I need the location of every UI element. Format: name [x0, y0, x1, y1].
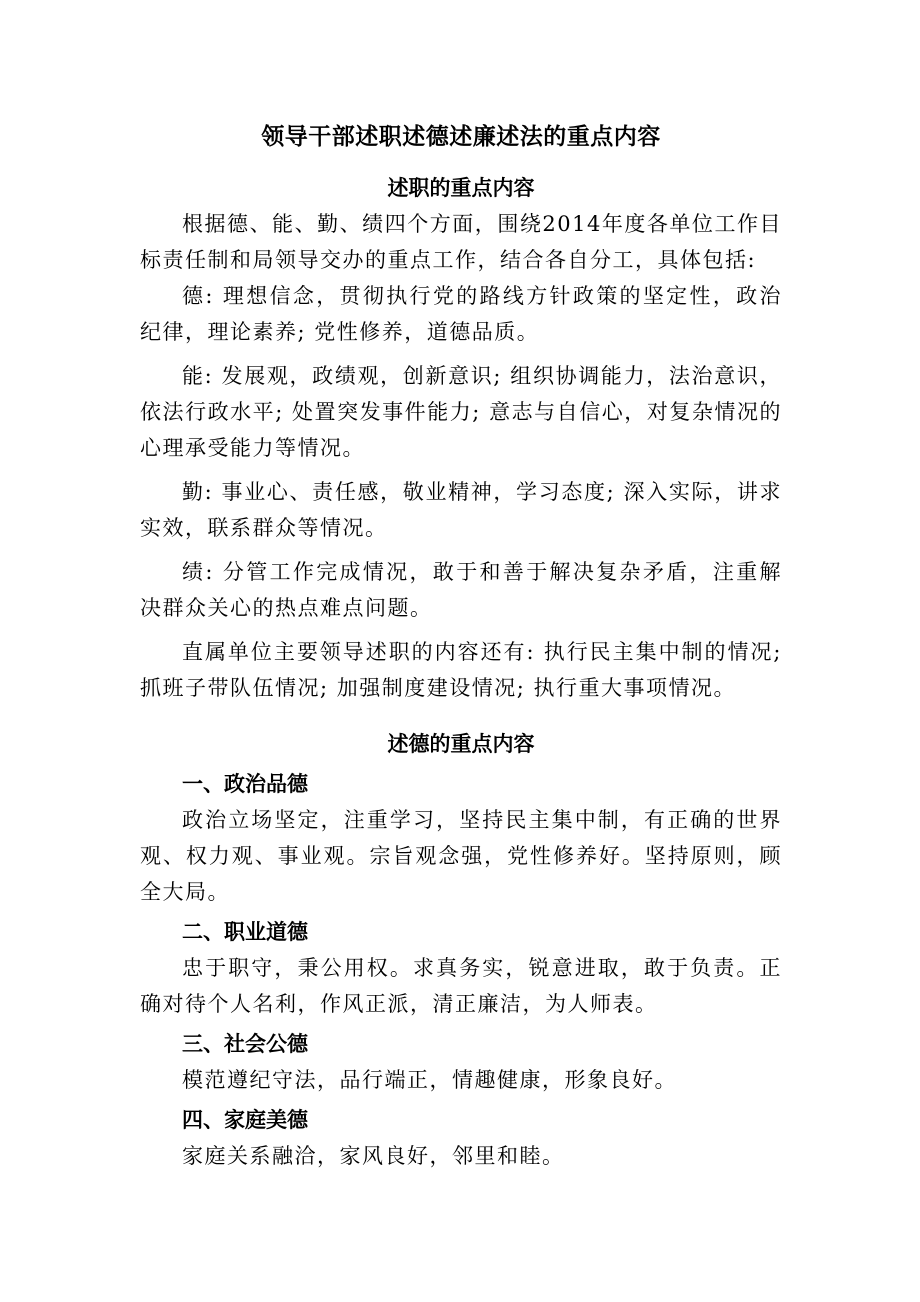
paragraph-family-virtues: 家庭关系融洽，家风良好，邻里和睦。	[182, 1144, 565, 1168]
subheading-family-virtues: 四、家庭美德	[182, 1108, 308, 1132]
section-heading-duties: 述职的重点内容	[387, 176, 535, 200]
section-morality	[140, 726, 782, 1174]
section-heading-morality: 述德的重点内容	[387, 732, 535, 756]
paragraph-professional-ethics: 忠于职守，秉公用权。求真务实，锐意进取，敢于负责。正确对待个人名利，作风正派，清正廉洁，为人师表。	[140, 956, 782, 1016]
paragraph-direct-units: 直属单位主要领导述职的内容还有: 执行民主集中制的情况; 抓班子带队伍情况; 加强制度建设情况; 执行重大事项情况。	[140, 640, 782, 700]
subheading-political-morality: 一、政治品德	[182, 772, 308, 796]
paragraph-qin: 勤: 事业心、责任感，敬业精神，学习态度; 深入实际，讲求实效，联系群众等情况。	[140, 480, 782, 540]
document-title: 领导干部述职述德述廉述法的重点内容	[261, 124, 661, 150]
subheading-social-morality: 三、社会公德	[182, 1032, 308, 1056]
document-page	[140, 112, 782, 1174]
subheading-professional-ethics: 二、职业道德	[182, 920, 308, 944]
paragraph-intro: 根据德、能、勤、绩四个方面，围绕2014年度各单位工作目标责任制和局领导交办的重点工作，结合各自分工，具体包括:	[140, 212, 782, 272]
paragraph-de: 德: 理想信念，贯彻执行党的路线方针政策的坚定性，政治纪律，理论素养; 党性修养，道德品质。	[140, 284, 782, 344]
paragraph-political-morality: 政治立场坚定，注重学习，坚持民主集中制，有正确的世界观、权力观、事业观。宗旨观念强，党性修养好。坚持原则，顾全大局。	[140, 808, 782, 904]
paragraph-neng: 能: 发展观，政绩观，创新意识; 组织协调能力，法治意识，依法行政水平; 处置突发事件能力; 意志与自信心，对复杂情况的心理承受能力等情况。	[140, 364, 782, 460]
paragraph-social-morality: 模范遵纪守法，品行端正，情趣健康，形象良好。	[182, 1068, 677, 1092]
paragraph-ji: 绩: 分管工作完成情况，敢于和善于解决复杂矛盾，注重解决群众关心的热点难点问题。	[140, 560, 782, 620]
section-duties	[140, 170, 782, 706]
